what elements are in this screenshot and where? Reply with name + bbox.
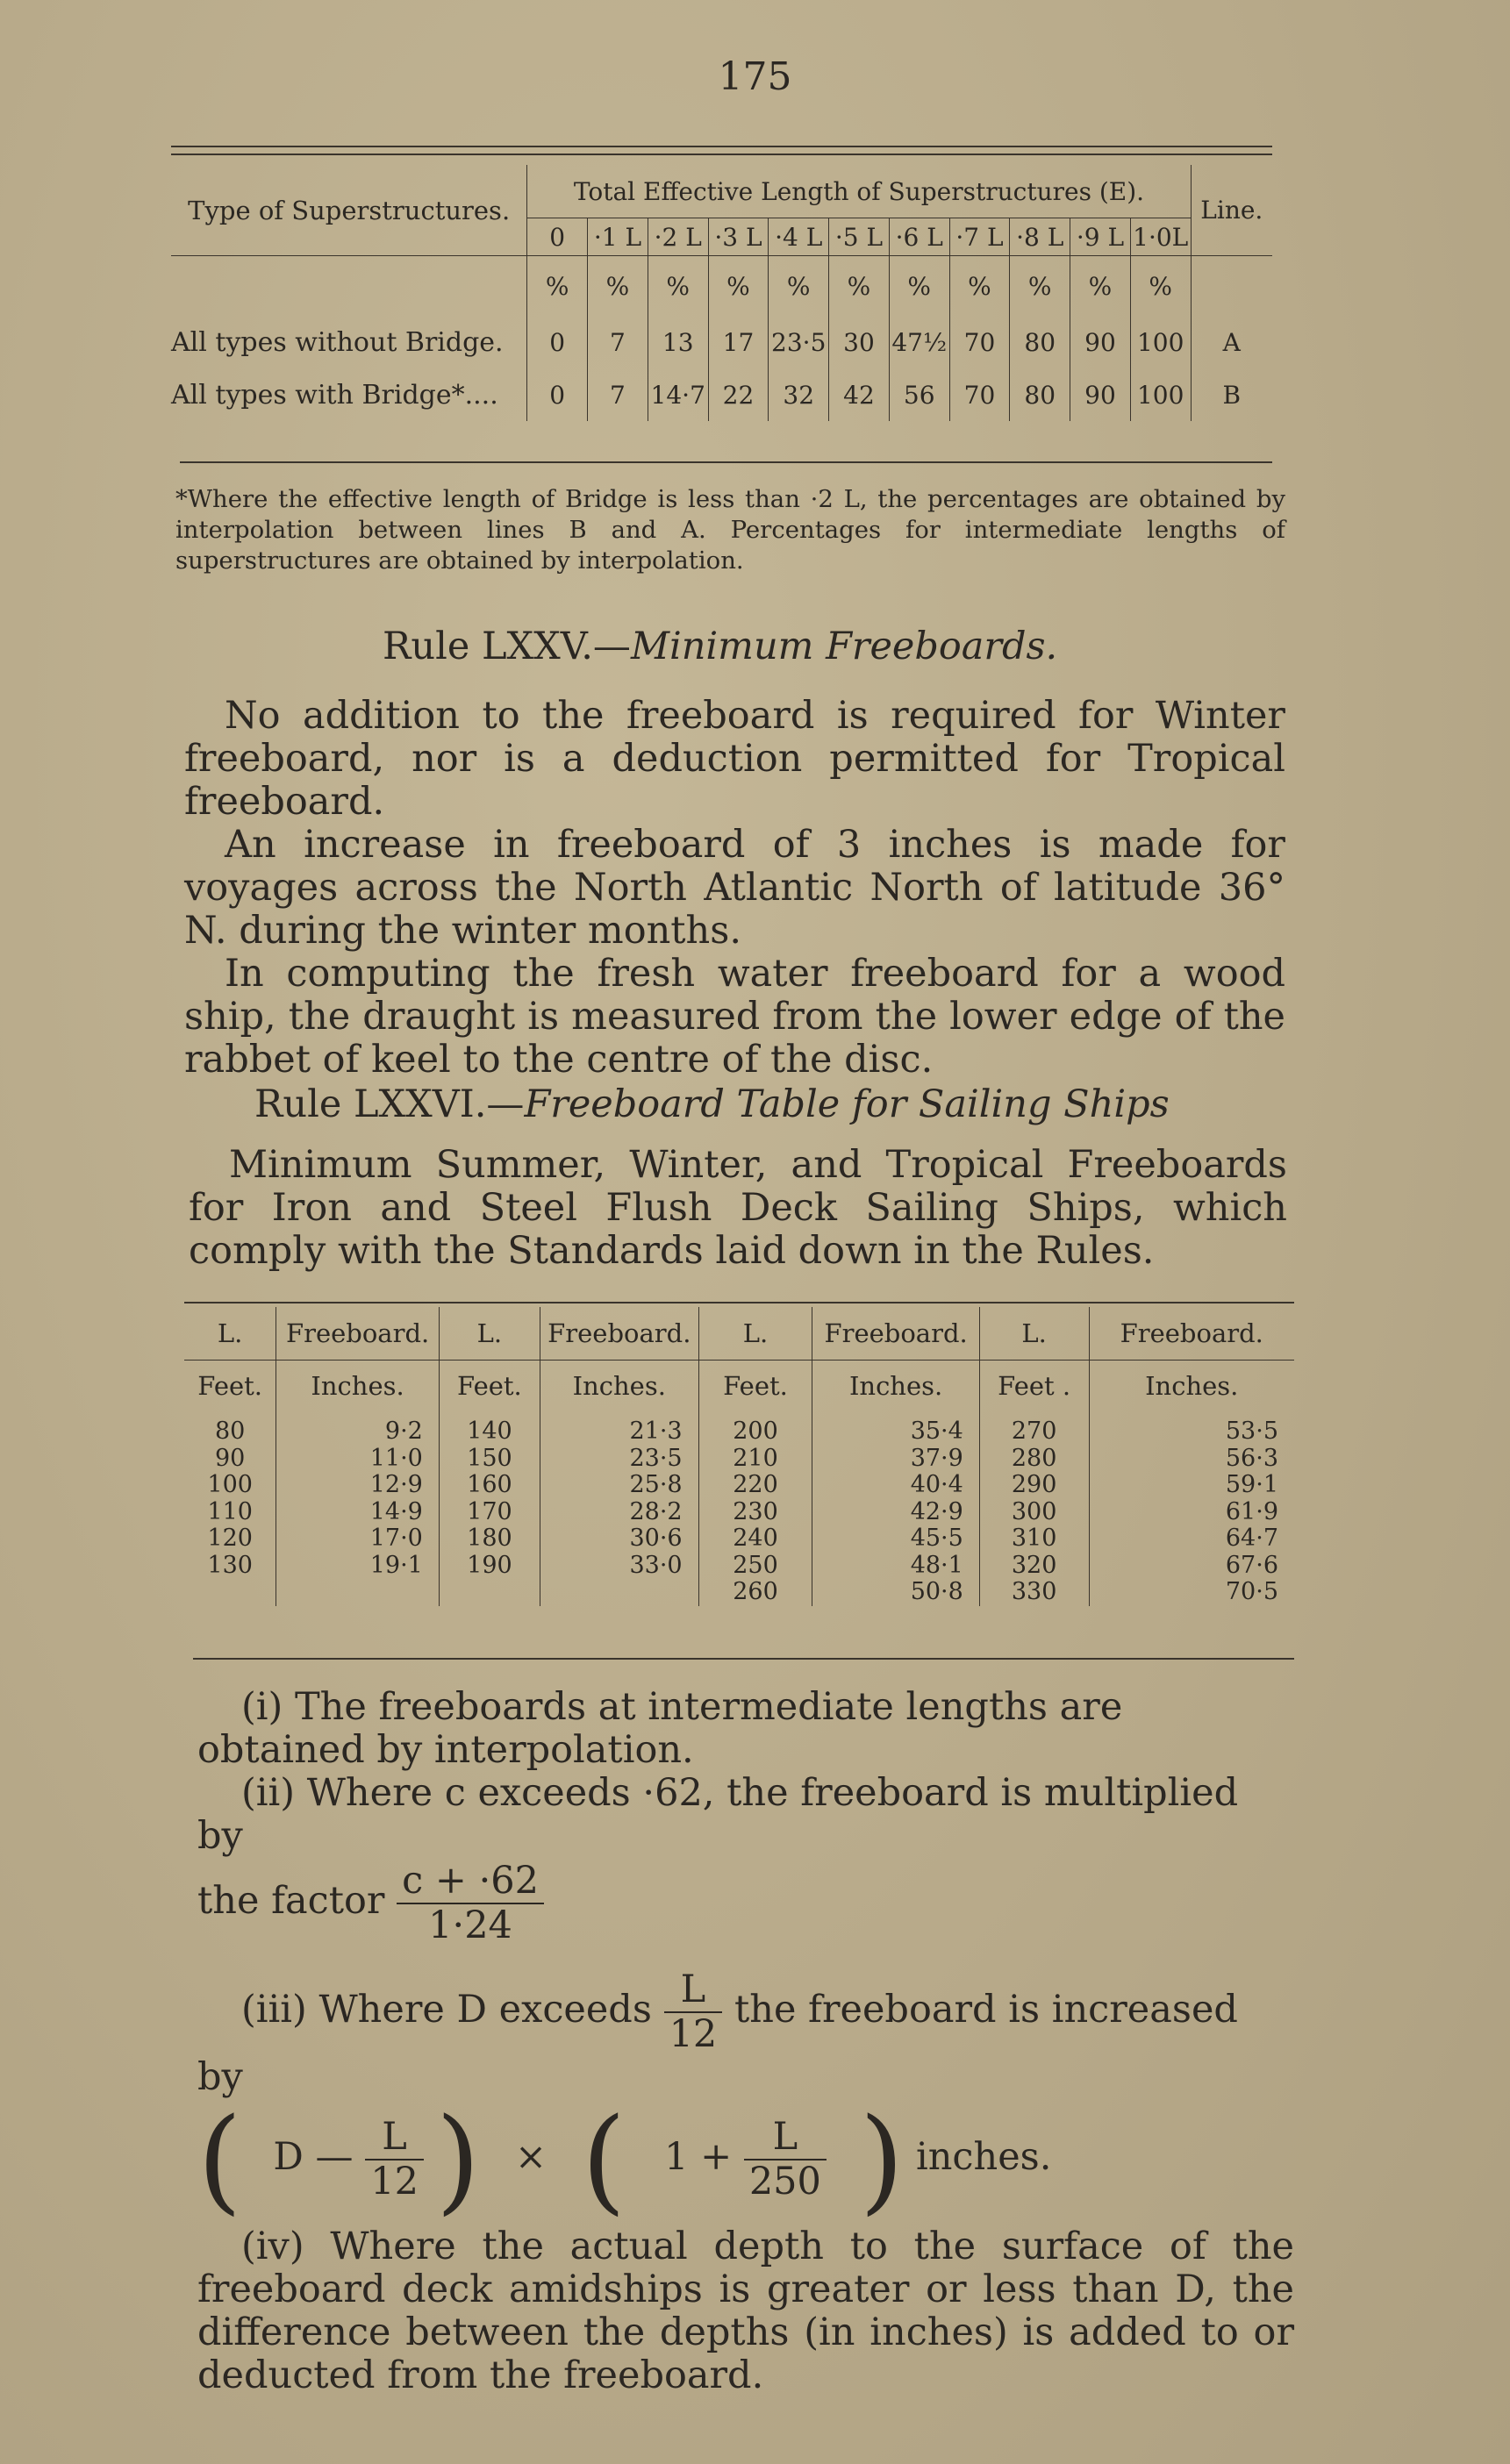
value-cell: 56 <box>889 368 949 421</box>
rule75-heading <box>383 625 1057 668</box>
length-value: 170 <box>467 1497 512 1525</box>
note-3-fraction <box>664 1968 723 2056</box>
length-value: 190 <box>467 1551 512 1579</box>
length-header-cell: 0 <box>527 218 588 256</box>
freeboard-column <box>812 1411 979 1606</box>
unit-inches: Inches. <box>1089 1361 1294 1412</box>
value-cell: 70 <box>949 316 1010 368</box>
freeboard-value: 9·2 <box>384 1418 423 1445</box>
line-cell: A <box>1191 316 1272 368</box>
value-cell: 0 <box>527 316 588 368</box>
col-header-freeboard: Freeboard. <box>540 1307 698 1361</box>
superstructure-table <box>171 165 1272 421</box>
length-value: 130 <box>207 1551 253 1579</box>
length-value: 330 <box>1011 1578 1057 1605</box>
blank-cell <box>1191 256 1272 317</box>
freeboard-value: 19·1 <box>369 1551 423 1579</box>
length-value: 230 <box>733 1497 778 1525</box>
percent-cell: % <box>829 256 890 317</box>
value-cell: 17 <box>708 316 769 368</box>
value-cell: 80 <box>1010 368 1070 421</box>
blank-cell <box>171 256 527 317</box>
length-header-cell: ·3 L <box>708 218 769 256</box>
formula <box>197 2093 1294 2226</box>
footnote-text: *Where the effective length of Bridge is less than ·2 L, the percentages are obtained by interpolation between lines B and A. Percentages for intermediate lengths of superstructures are obtained by interpolation. <box>175 485 1285 575</box>
rule75-title: Minimum Freeboards. <box>630 625 1058 668</box>
rule76-prefix: Rule LXXVI.— <box>254 1082 525 1126</box>
freeboard-column <box>1089 1411 1294 1606</box>
row-label: All types without Bridge. <box>171 326 504 358</box>
freeboard-table <box>184 1307 1294 1606</box>
unit-inches: Inches. <box>276 1361 440 1412</box>
value-cell: 100 <box>1130 368 1191 421</box>
top-rule-2 <box>171 154 1272 155</box>
note-2: (ii) Where c exceeds ·62, the freeboard is multiplied by <box>197 1771 1239 1858</box>
col-header-length: L. <box>979 1307 1089 1361</box>
length-header-cell: ·2 L <box>648 218 708 256</box>
length-value: 240 <box>733 1525 778 1552</box>
percent-cell: % <box>769 256 829 317</box>
factor-numerator: c + ·62 <box>397 1860 544 1904</box>
note-3 <box>197 1968 1294 2099</box>
note-3-end: the freeboard is increased by <box>197 1988 1238 2099</box>
freeboard-value: 53·5 <box>1225 1418 1278 1445</box>
formula-d: D — <box>273 2135 354 2179</box>
note-1: (i) The freeboards at intermediate lengths are obtained by interpolation. <box>197 1685 1123 1772</box>
row-label: All types with Bridge*.... <box>171 379 498 411</box>
unit-feet: Feet. <box>439 1361 540 1412</box>
paren-left: ( <box>197 2093 242 2226</box>
percent-cell: % <box>527 256 588 317</box>
formula-fraction-2 <box>744 2116 827 2203</box>
page-number: 175 <box>718 54 792 99</box>
length-value: 100 <box>207 1471 253 1498</box>
length-value: 120 <box>207 1525 253 1552</box>
freeboard-column <box>276 1411 440 1606</box>
freeboard-value: 45·5 <box>910 1525 963 1552</box>
freeboard-value: 48·1 <box>910 1551 963 1579</box>
length-value: 180 <box>467 1525 512 1552</box>
rule75-prefix: Rule LXXV.— <box>383 625 631 668</box>
percent-cell: % <box>889 256 949 317</box>
value-cell: 47½ <box>889 316 949 368</box>
value-cell: 22 <box>708 368 769 421</box>
paren-left: ( <box>581 2093 626 2226</box>
length-value: 320 <box>1011 1551 1057 1579</box>
percent-cell: % <box>648 256 708 317</box>
freeboard-value: 61·9 <box>1225 1497 1278 1525</box>
percent-cell: % <box>1130 256 1191 317</box>
freeboard-value: 70·5 <box>1225 1578 1278 1605</box>
value-cell: 80 <box>1010 316 1070 368</box>
length-column <box>979 1411 1089 1606</box>
freeboard-bottom-rule <box>193 1658 1294 1660</box>
freeboard-body-row <box>184 1411 1294 1606</box>
rule75-body <box>184 695 1285 1082</box>
freeboard-top-rule <box>184 1302 1294 1303</box>
freeboard-value: 56·3 <box>1225 1444 1278 1472</box>
unit-feet: Feet. <box>698 1361 812 1412</box>
freeboard-value: 33·0 <box>629 1551 683 1579</box>
unit-inches: Inches. <box>812 1361 979 1412</box>
length-value: 220 <box>733 1471 778 1498</box>
freeboard-value: 30·6 <box>629 1525 683 1552</box>
value-cell: 70 <box>949 368 1010 421</box>
paragraph: In computing the fresh water freeboard for a wood ship, the draught is measured from the lower edge of the rabbet of keel to the centre of the disc. <box>184 952 1285 1082</box>
freeboard-value: 64·7 <box>1225 1525 1278 1552</box>
group-header: Total Effective Length of Superstructures (E). <box>527 165 1191 218</box>
col-header-length: L. <box>217 1318 243 1348</box>
fraction-numerator: L <box>365 2116 424 2160</box>
factor-fraction <box>397 1860 544 1947</box>
type-header: Type of Superstructures. <box>188 195 511 225</box>
freeboard-value: 25·8 <box>629 1471 683 1498</box>
fraction-denominator: 250 <box>748 2160 821 2203</box>
line-header: Line. <box>1191 165 1272 256</box>
paragraph: An increase in freeboard of 3 inches is made for voyages across the North Atlantic North of latitude 36° N. during the winter months. <box>184 823 1285 953</box>
length-header-cell: ·5 L <box>829 218 890 256</box>
value-cell: 7 <box>588 368 648 421</box>
length-value: 110 <box>207 1497 253 1525</box>
paren-right: ) <box>859 2093 905 2226</box>
value-cell: 7 <box>588 316 648 368</box>
freeboard-unit-row <box>184 1361 1294 1412</box>
percent-cell: % <box>708 256 769 317</box>
freeboard-value: 35·4 <box>910 1418 963 1445</box>
value-cell: 13 <box>648 316 708 368</box>
unit-feet: Feet . <box>979 1361 1089 1412</box>
value-cell: 23·5 <box>769 316 829 368</box>
percent-cell: % <box>1070 256 1131 317</box>
length-header-cell: ·7 L <box>949 218 1010 256</box>
value-cell: 90 <box>1070 316 1131 368</box>
length-header-cell: ·8 L <box>1010 218 1070 256</box>
table-row <box>171 368 1272 421</box>
freeboard-value: 50·8 <box>910 1578 963 1605</box>
length-value: 260 <box>733 1578 778 1605</box>
length-value: 310 <box>1011 1525 1057 1552</box>
table-row <box>171 316 1272 368</box>
freeboard-value: 42·9 <box>910 1497 963 1525</box>
fraction-denominator: 12 <box>669 2012 718 2056</box>
note-4: (iv) Where the actual depth to the surface of the freeboard deck amidships is greater or less than D, the difference between the depths (in inches) is added to or deducted from the freeboard. <box>197 2225 1294 2397</box>
length-value: 250 <box>733 1551 778 1579</box>
formula-units: inches. <box>915 2135 1052 2179</box>
formula-fraction-1 <box>365 2116 424 2203</box>
col-header-length: L. <box>698 1307 812 1361</box>
percent-cell: % <box>949 256 1010 317</box>
length-value: 210 <box>733 1444 778 1472</box>
freeboard-column <box>540 1411 698 1606</box>
freeboard-value: 14·9 <box>369 1497 423 1525</box>
fraction-denominator: 12 <box>370 2160 419 2203</box>
percent-row <box>171 256 1272 317</box>
col-header-length: L. <box>439 1307 540 1361</box>
freeboard-value: 37·9 <box>910 1444 963 1472</box>
fraction-numerator: L <box>664 1968 723 2013</box>
freeboard-value: 28·2 <box>629 1497 683 1525</box>
line-cell: B <box>1191 368 1272 421</box>
rule76-heading <box>254 1082 1170 1126</box>
length-value: 280 <box>1011 1444 1057 1472</box>
freeboard-value: 21·3 <box>629 1418 683 1445</box>
length-value: 300 <box>1011 1497 1057 1525</box>
factor-label: the factor <box>197 1879 385 1923</box>
value-cell: 100 <box>1130 316 1191 368</box>
times-sign: × <box>515 2135 547 2179</box>
paragraph: Minimum Summer, Winter, and Tropical Freeboards for Iron and Steel Flush Deck Sailing Ships, which comply with the Standards laid down in the Rules. <box>189 1143 1287 1273</box>
unit-inches: Inches. <box>540 1361 698 1412</box>
length-column <box>439 1411 540 1606</box>
formula-one: 1 + <box>664 2135 733 2179</box>
freeboard-value: 23·5 <box>629 1444 683 1472</box>
col-header-freeboard: Freeboard. <box>812 1307 979 1361</box>
value-cell: 42 <box>829 368 890 421</box>
value-cell: 0 <box>527 368 588 421</box>
factor-denominator: 1·24 <box>428 1903 512 1947</box>
freeboard-value: 59·1 <box>1225 1471 1278 1498</box>
note-3-start: (iii) Where D exceeds <box>241 1988 652 2032</box>
freeboard-value: 17·0 <box>369 1525 423 1552</box>
length-column <box>698 1411 812 1606</box>
percent-cell: % <box>588 256 648 317</box>
notes <box>197 1686 1294 2397</box>
fraction-numerator: L <box>744 2116 827 2160</box>
unit-feet: Feet. <box>184 1361 276 1412</box>
freeboard-value: 11·0 <box>369 1444 423 1472</box>
paragraph: No addition to the freeboard is required for Winter freeboard, nor is a deduction permitted for Tropical freeboard. <box>184 694 1285 824</box>
col-header-freeboard: Freeboard. <box>1089 1307 1294 1361</box>
length-value: 270 <box>1011 1418 1057 1445</box>
freeboard-value: 67·6 <box>1225 1551 1278 1579</box>
col-header-freeboard: Freeboard. <box>276 1307 440 1361</box>
length-value: 160 <box>467 1471 512 1498</box>
length-value: 80 <box>214 1418 246 1445</box>
table-bottom-rule <box>180 461 1272 463</box>
freeboard-value: 12·9 <box>369 1471 423 1498</box>
paren-right: ) <box>435 2093 481 2226</box>
length-value: 150 <box>467 1444 512 1472</box>
length-header-cell: ·6 L <box>889 218 949 256</box>
rule76-title: Freeboard Table for Sailing Ships <box>524 1082 1170 1126</box>
length-value: 290 <box>1011 1471 1057 1498</box>
length-column <box>184 1411 276 1606</box>
value-cell: 32 <box>769 368 829 421</box>
length-header-cell: 1·0L <box>1130 218 1191 256</box>
value-cell: 30 <box>829 316 890 368</box>
value-cell: 14·7 <box>648 368 708 421</box>
length-value: 90 <box>214 1444 246 1472</box>
percent-cell: % <box>1010 256 1070 317</box>
length-header-cell: ·1 L <box>588 218 648 256</box>
value-cell: 90 <box>1070 368 1131 421</box>
footnote <box>175 484 1285 576</box>
length-header-cell: ·9 L <box>1070 218 1131 256</box>
length-value: 200 <box>733 1418 778 1445</box>
length-value: 140 <box>467 1418 512 1445</box>
freeboard-value: 40·4 <box>910 1471 963 1498</box>
top-rule <box>171 146 1272 147</box>
length-header-cell: ·4 L <box>769 218 829 256</box>
rule76-body <box>189 1144 1287 1273</box>
freeboard-header-row <box>184 1307 1294 1361</box>
note-2-factor <box>197 1860 1294 1947</box>
